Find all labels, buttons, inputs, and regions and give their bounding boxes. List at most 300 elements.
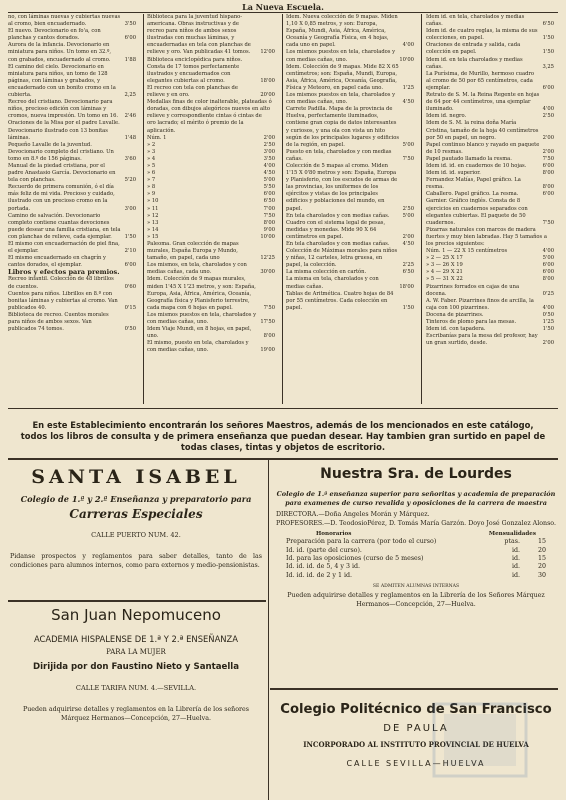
ad-san-juan	[10, 606, 262, 723]
catalog-entry-price: 2'00	[402, 233, 414, 240]
catalog-entry-text: Papel pautado llamado la resma.	[426, 155, 512, 162]
catalog-entry-price: 8'00	[263, 333, 275, 340]
catalog-entry-text: Los mismos, en tela, charolados y con medias cañas, cada uno.	[147, 262, 247, 276]
fee-label: Id. para las oposiciones (curso de 5 meses)	[286, 555, 424, 562]
catalog-entry	[147, 142, 275, 149]
catalog-entry-price: 5'00	[263, 177, 275, 184]
catalog-entry-price: 6'50	[542, 21, 554, 28]
catalog-entry-price: 0'15	[124, 304, 136, 311]
catalog-entry	[147, 14, 275, 57]
catalog-entry-text: Idem id. id. en cuadernos de 10 hojas.	[426, 162, 527, 169]
lourdes-subtitle: Colegio de 1.ª enseñanza superior para señoritas y academia de preparación para examenes de curso revalida y oposiciones de la carrera de maestra	[276, 490, 556, 507]
catalog-entry	[147, 198, 275, 205]
catalog-entry	[147, 99, 275, 134]
catalog-entry	[426, 142, 554, 156]
catalog-entry	[286, 220, 414, 241]
catalog-entry-price: 1'50	[124, 233, 136, 240]
catalog-entry-price: 2'25	[402, 262, 414, 269]
catalog-entry	[286, 291, 414, 312]
catalog-entry-text: El recreo con tela con planchas de relieve y en oro.	[147, 84, 238, 99]
catalog-entry	[147, 262, 275, 276]
catalog-entry-text: » 13	[147, 219, 159, 226]
notice-bottom-rule	[8, 458, 558, 460]
catalog-entry-text: » 2 — 25 X 17	[426, 255, 463, 262]
fee-unit: id.	[511, 563, 520, 571]
catalog-entry-price: 10'00	[260, 233, 275, 240]
catalog-entry-text: Libros y efectos para premios.	[8, 268, 120, 277]
catalog-entry	[426, 284, 554, 298]
catalog-entry-price: 3'50	[263, 155, 275, 162]
catalog-entry-price: 7'50	[263, 212, 275, 219]
catalog-entry	[147, 276, 275, 311]
catalog-entry	[286, 149, 414, 163]
catalog-entry-price: 1'25	[402, 84, 414, 91]
catalog-entry-text: El mismo con encuadernación de piel fina, el ejemplar.	[8, 241, 120, 255]
catalog-entry	[426, 319, 554, 326]
catalog-entry	[147, 213, 275, 220]
catalog-entry-price: 1'50	[542, 49, 554, 56]
catalog-entry-text: Idem. Nueva colección de 9 mapas. Miden 1,10 X 0,85 metros, y son: Europa, España, Mundi, Asia, África, América, Oceanía y Geografía Física, en 4 hojas, cada uno en papel.	[286, 14, 398, 49]
catalog-entry	[8, 14, 136, 28]
catalog-entry-price: 2'10	[124, 248, 136, 255]
catalog-entry-text: Núm. 1	[147, 134, 167, 141]
catalog-entry-price: 6'00	[542, 84, 554, 91]
catalog-entry	[426, 198, 554, 226]
fee-unit: id.	[511, 546, 520, 554]
catalog-entry	[147, 177, 275, 184]
fee-unit: ptas.	[504, 538, 520, 546]
catalog-entry	[426, 156, 554, 163]
san-francisco-line1: DE PAULA	[383, 723, 449, 734]
catalog-entry-text: Tinteros de plomo para las mesas.	[426, 319, 517, 326]
fee-unit: id.	[511, 555, 520, 562]
catalog-entry-price: 2'00	[542, 340, 554, 347]
catalog-entry-text: Oraciones de la Misa por el padre Luvalle. Devocionario ilustrado con 13 bonitas láminas.	[8, 120, 120, 141]
catalog-entry-text: Manual de la piedad cristiana, por el padre Anastasio García. Devocionario en tela con planchas.	[8, 162, 116, 184]
catalog-entry-text: Carrete Padilla. Mapa de la provincia de Huelva, perfectamente iluminados, contiene gran copia de datos interesantes y curiosos, y una ola con vista un hito según de los principales lugares y edificios de la región, en papel.	[286, 106, 400, 148]
catalog-entry-text: Biblioteca para la juventud hispano-americana. Obras instructivas y de recreo para niños de ambos sexos ilustradas con muchas láminas, y encuadernadas en tela con planchas de relieve y oro. Van publicadas 41 tomos.	[147, 14, 251, 56]
catalog-entry-text: La misma en tela, charolados y con medias cañas.	[286, 276, 379, 290]
catalog-entry-text: » 9	[147, 191, 156, 198]
catalog-entry-text: Caballero. Papel gráfico. La resma.	[426, 191, 519, 198]
establishment-notice: En este Establecimiento encontrarán los señores Maestros, además de los mencionados en este catálogo, todos los libros de consulta y de primera enseñanza que puedan desear. Hay tambien gran surtido en papel de todas clases, tintas y objetos de escritorio.	[20, 420, 546, 452]
catalog-entry-text: Paleoma. Gran colección de mapas murales, España Europa y Mundo, tamaño, en papel, cada uno	[147, 241, 239, 262]
catalog-entry	[426, 163, 554, 170]
catalog-entry-price: 3'60	[124, 155, 136, 162]
catalog-entry-price: 3'00	[124, 205, 136, 212]
catalog-entry	[8, 142, 136, 163]
catalog-entry-price: 7'50	[542, 219, 554, 226]
catalog-entry-text: » 7	[147, 177, 156, 184]
catalog-entry-price: 2'00	[263, 134, 275, 141]
catalog-entry-text: Idem id. en tela charolados y medias cañas.	[426, 56, 523, 70]
catalog-entry	[426, 177, 554, 191]
catalog-entry-price: 9'00	[263, 226, 275, 233]
catalog-entry-price: 30'00	[260, 269, 275, 276]
catalog-entry-price: 0'50	[124, 326, 136, 333]
santa-isabel-subtitle: Colegio de 1.ª y 2.ª Enseñanza y preparatorio para	[20, 494, 252, 504]
lourdes-table-header	[316, 531, 536, 537]
catalog-entry	[8, 213, 136, 241]
lourdes-profesores: PROFESORES.—D. TeodosioPérez, D. Tomás María Garzón. Doyo José Gonzalez Alonso.	[276, 519, 556, 527]
catalog-entry-text: Idem id. de cuatro reglas, la misma de sus colecciones, en papel.	[426, 28, 538, 42]
catalog-entry-text: Los mismos puestos en tela, charolados y con medias cañas, uno.	[147, 311, 257, 326]
catalog-entry-price: 8'00	[542, 184, 554, 191]
santa-isabel-footer: Pidanse prospectos y reglamentos para saber detalles, tanto de las condiciones para alumnos internos, como para externos y medio-pensionistas.	[10, 553, 262, 569]
catalog-entry	[8, 312, 136, 333]
catalog-entry-text: En tela charolados y con medias cañas.	[286, 212, 390, 219]
catalog-entry	[426, 92, 554, 113]
catalog-entry	[147, 241, 275, 262]
catalog-entry	[147, 206, 275, 213]
catalog-entry-text: La Purísima, de Murillo, hermoso cuadro al cromo de 50 por 65 centímetros, cada ejemplar.	[426, 70, 534, 91]
catalog-entry-text: Cuentos para niños. Librillos en 8.º con bonitas láminas y cubiertas al cromo. Van publicados 40.	[8, 290, 118, 311]
catalog-entry	[147, 85, 275, 99]
catalog-entry	[8, 163, 136, 184]
catalog-entry	[426, 42, 554, 56]
catalog-entry-text: » 10	[147, 198, 159, 205]
catalog-column-3	[286, 14, 414, 312]
catalog-entry	[147, 234, 275, 241]
catalog-entry	[8, 42, 136, 63]
catalog-entry	[426, 57, 554, 71]
catalog-entry-text: Oraciones de entrada y salida, cada colección en papel.	[426, 42, 521, 56]
fee-label: Id. id. id. de 5, 4 y 3 id.	[286, 563, 361, 571]
catalog-entry-price: 5'00	[402, 141, 414, 148]
catalog-entry	[8, 120, 136, 141]
catalog-entry-price: 0'50	[542, 311, 554, 318]
catalog-entry-text: Los mismos puestos en tela, charolados y con medias cañas, uno.	[286, 49, 396, 63]
catalog-entry-price: 1'88	[124, 56, 136, 63]
catalog-entry	[286, 163, 414, 213]
catalog-entry-text: Idem Viaje Mundi, en 8 hojas, en papel, uno.	[147, 326, 252, 340]
catalog-entry-text: Idem id. id. superior.	[426, 170, 481, 177]
catalog-entry	[286, 213, 414, 220]
catalog-entry-price: 7'50	[402, 155, 414, 162]
catalog-entry-text: » 5 — 31 X 22	[426, 276, 463, 283]
catalog-entry-price: 1'50	[402, 304, 414, 311]
catalog-entry	[426, 227, 554, 248]
fee-row	[286, 547, 546, 555]
catalog-entry-text: Aurora de la infancia. Devocionario en miniatura para niños. Un tomo en 32.º, con grabados, encuadernado al cromo.	[8, 42, 112, 63]
fee-label: Id. id. id. de 2 y 1 id.	[286, 571, 352, 579]
catalog-entry-price: 2'50	[263, 141, 275, 148]
catalog-entry-price: 12'00	[260, 49, 275, 56]
san-juan-line1: ACADEMIA HISPALENSE DE 1.ª Y 2.ª ENSEÑANZA	[33, 634, 239, 644]
catalog-entry-text: Papel continuo blanco y rayado en paquete de 10 resmas.	[426, 141, 540, 155]
catalog-entry-price: 0'25	[542, 290, 554, 297]
catalog-entry-text: Idem. Colección de 9 mapas murales, miden 1'45 X 1'23 metros, y son: España, Europa, Asia, África, América, Oceanía, Geografía física y Planisferio terrestre, cada mapa con 6 hojas en papel.	[147, 276, 256, 311]
santa-isabel-title: SANTA ISABEL	[31, 466, 241, 488]
catalog-entry-price: 8'00	[542, 170, 554, 177]
catalog-entry-price: 1'50	[542, 326, 554, 333]
catalog-entry-price: 2'46	[124, 113, 136, 120]
catalog-column-4	[426, 14, 554, 347]
catalog-entry	[426, 269, 554, 276]
catalog-entry-text: Biblioteca enciclopédica para niños. Consta de 17 tomos perfectamente ilustrados y encuadernados con elegantes cubiertas al cromo.	[147, 56, 243, 84]
catalog-entry-price: 3'50	[124, 21, 136, 28]
catalog-entry	[286, 276, 414, 290]
catalog-entry-price: 10'00	[399, 56, 414, 63]
catalog-entry-text: A. W. Faber. Pizarrines finos de arcilla, la caja con 100 pizarrines.	[426, 297, 534, 311]
catalog-entry	[147, 220, 275, 227]
catalog-entry-text: Idem. Colección de 9 mapas. Mide 82 X 65 centímetros; son: España, Mundi, Europa, Asia, África, América, Oceanía, Geografía, Física y Meteoro, en papel cada uno.	[286, 63, 399, 91]
catalog-entry-text: Fernandez Matías, Papel gráfico. La resma.	[426, 177, 521, 191]
catalog-entry-text: » 15	[147, 233, 159, 240]
catalog-column-2	[147, 14, 275, 355]
fee-amount: 20	[537, 546, 546, 554]
catalog-entry-price: 7'50	[263, 304, 275, 311]
catalog-entry-price: 3'00	[263, 148, 275, 155]
catalog-entry-price: 8'00	[542, 276, 554, 283]
fee-row	[286, 563, 546, 571]
catalog-entry-price: 7'50	[542, 155, 554, 162]
catalog-entry	[286, 248, 414, 269]
catalog-entry-price: 18'00	[399, 283, 414, 290]
lourdes-note: SE ADMITEN ALUMNAS INTERNAS	[372, 584, 460, 590]
catalog-entry	[8, 28, 136, 42]
library-watermark-stamp	[430, 700, 530, 780]
fee-value	[512, 572, 546, 580]
catalog-entry	[426, 333, 554, 347]
fee-value	[512, 555, 546, 563]
santa-isabel-subtitle2: Carreras Especiales	[69, 507, 203, 521]
catalog-entry	[286, 14, 414, 49]
lourdes-title: Nuestra Sra. de Lourdes	[320, 466, 512, 482]
catalog-entry	[286, 92, 414, 106]
catalog-entry-text: Biblioteca de recreo. Cuentos morales para niños de ambos sexos. Van publicados 74 tomos.	[8, 311, 109, 333]
catalog-entry-price: 4'00	[263, 162, 275, 169]
catalog-entry-price: 4'00	[542, 248, 554, 255]
fee-unit: id.	[511, 571, 520, 579]
catalog-entry	[286, 64, 414, 92]
catalog-entry	[286, 49, 414, 63]
catalog-entry-text: » 8	[147, 184, 156, 191]
fee-value	[504, 538, 546, 546]
catalog-entry-price: 4'50	[402, 241, 414, 247]
catalog-entry-text: El camino del cielo. Devocionario en miniatura para niños, un tomo de 128 páginas, con láminas y grabados, y encuadernado con un bonito cromo en la cubierta.	[8, 63, 116, 99]
catalog-entry-text: Pizarrines forrados en cajas de una docena.	[426, 283, 520, 297]
catalog-entry	[426, 276, 554, 283]
fee-value	[512, 547, 546, 555]
catalog-entry-text: Los mismos puestos en tela, charolados y con medias cañas, uno.	[286, 92, 396, 106]
catalog-entry-price: 4'00	[542, 106, 554, 113]
catalog-entry	[426, 28, 554, 42]
catalog-entry-price: 1'48	[124, 134, 136, 141]
column-divider	[282, 14, 283, 404]
catalog-entry-price: 5'00	[542, 255, 554, 262]
catalog-entry-price: 5'50	[263, 184, 275, 191]
catalog-entry-price: 5'20	[124, 177, 136, 184]
catalog-entry-price: 4'50	[402, 99, 414, 106]
catalog-entry-price: 12'25	[260, 255, 275, 262]
catalog-entry-price: 0'60	[124, 283, 136, 290]
catalog-entry	[426, 255, 554, 262]
catalog-entry	[8, 255, 136, 269]
catalog-entry	[286, 269, 414, 276]
catalog-entry-text: » 2	[147, 141, 156, 148]
catalog-entry-price: 6'50	[402, 269, 414, 276]
catalog-entry-price: 4'00	[542, 304, 554, 311]
catalog-entry-text: Garnier. Gráfico inglés. Consta de 8 ejercicios en cuadernos separados con elegantes cubiertas. El paquete de 50 cuadernos.	[426, 198, 528, 226]
san-francisco-title: Colegio Politécnico de San Francisco	[280, 702, 552, 717]
catalog-columns	[8, 14, 560, 404]
catalog-entry	[8, 291, 136, 312]
catalog-entry-text: La misma colección en cartón.	[286, 269, 367, 276]
catalog-entry-text: Recreo del cristiano. Devocionario para niños, precioso edición con láminas y cromos, nueva impresión. Un tomo en 16.	[8, 99, 119, 120]
catalog-entry-price: 6'50	[263, 198, 275, 205]
fee-row	[286, 555, 546, 563]
san-francisco-address: CALLE SEVILLA—HUELVA	[346, 759, 486, 768]
catalog-entry	[147, 163, 275, 170]
catalog-entry-price: 17'50	[260, 319, 275, 326]
catalog-entry-text: Tablas de Aritmética. Cuatro hojas de 84 por 55 centímetros. Cada colección en papel.	[286, 290, 394, 311]
catalog-entry-price: 19'00	[260, 347, 275, 354]
catalog-column-1	[8, 14, 136, 333]
catalog-entry	[8, 241, 136, 255]
catalog-entry-text: Colección de 5 mapas al cromo. Miden 1'15 X 0'80 metros y son: España, Europa y Planisferio, con los escudos de armas de las provincias, los uniformes de los ejércitos y vistas de los principales edificios y poblaciones del mundo, en papel.	[286, 162, 398, 212]
catalog-entry-price: 4'00	[402, 42, 414, 49]
header-rule	[8, 12, 558, 13]
catalog-entry	[147, 156, 275, 163]
catalog-entry-text: Colección de Máximas morales para niños y niñas, 12 carteles, letra gruesa, en papel, la colección.	[286, 248, 398, 269]
catalog-entry-text: Puesto en tela, charolados y con medias cañas.	[286, 148, 392, 162]
mensualidades-label: Mensualidades	[488, 531, 536, 538]
fee-amount: 15	[537, 555, 546, 562]
catalog-entry-text: Camino de salvación. Devocionario completo contiene cuantas devociones puede desear una familia cristiana, en tela con planchas de relieve, cada ejemplar.	[8, 212, 121, 240]
catalog-entry-price: 7'00	[263, 205, 275, 212]
catalog-bottom-rule	[8, 408, 558, 409]
catalog-entry	[147, 340, 275, 354]
ad-santa-isabel	[10, 466, 262, 570]
catalog-entry-text: » 6	[147, 170, 156, 177]
fee-amount: 30	[537, 571, 546, 579]
right-ad-rule	[270, 688, 558, 690]
san-juan-title: San Juan Nepomuceno	[51, 606, 221, 624]
catalog-entry-price: 8'00	[263, 219, 275, 226]
catalog-entry	[147, 312, 275, 326]
lourdes-fees-table	[276, 538, 556, 580]
catalog-entry-price: 4'50	[263, 170, 275, 177]
catalog-entry-price: 6'00	[124, 35, 136, 42]
catalog-entry-price: 1'50	[542, 35, 554, 42]
fee-label: Id. id. (parte del curso).	[286, 546, 362, 554]
catalog-entry	[147, 326, 275, 340]
catalog-entry	[147, 135, 275, 142]
ad-lourdes	[276, 466, 556, 609]
catalog-entry	[426, 14, 554, 28]
catalog-entry-text: Escribanías para la mesa del profesor, hay un gran surtido, desde.	[426, 333, 538, 347]
catalog-entry-text: » 3	[147, 148, 156, 155]
left-ad-rule	[8, 600, 266, 602]
catalog-entry	[426, 248, 554, 255]
catalog-entry-price: 20'00	[260, 92, 275, 99]
catalog-entry-price: 2'50	[402, 205, 414, 212]
catalog-entry-price: 6'00	[124, 262, 136, 269]
lourdes-footer: Pueden adquirirse detalles y reglamentos en la Librería de los Señores Márquez Hermanos—Concepción, 27—Huelva.	[287, 592, 545, 608]
catalog-entry-text: Pequeño Lavalle de la juventud. Devocionario completo del cristiano. Un tomo en 8.º de 156 páginas.	[8, 141, 114, 162]
catalog-entry-text: » 4	[147, 155, 156, 162]
catalog-entry-text: » 4 — 29 X 21	[426, 269, 463, 276]
catalog-entry-text: El mismo, puesto en tela, charolados y con medias cañas, uno.	[147, 340, 249, 354]
page-header-title: La Nueva Escuela.	[242, 2, 324, 12]
catalog-entry	[8, 99, 136, 120]
catalog-entry-text: » 12	[147, 212, 159, 219]
catalog-entry-text: El nuevo. Devocionario en fo'a, con planchas y cantos dorados.	[8, 28, 101, 42]
lourdes-director: DIRECTORA.—Doña Angeles Morán y Márquez.	[276, 511, 430, 519]
catalog-entry	[426, 120, 554, 141]
fee-label: Preparación para la carrera (por todo el curso)	[286, 538, 437, 546]
catalog-entry-text: Idem id. negro.	[426, 113, 467, 120]
catalog-entry	[426, 312, 554, 319]
catalog-entry-price: 6'00	[542, 269, 554, 276]
catalog-entry	[147, 149, 275, 156]
catalog-entry-text: El mismo encuadernado en chagrín y cantos dorados, el ejemplar.	[8, 255, 106, 269]
fee-amount: 20	[537, 563, 546, 571]
catalog-entry-text: Núm. 1 — 22 X 15 centímetros	[426, 248, 508, 255]
catalog-entry	[147, 227, 275, 234]
catalog-entry	[147, 170, 275, 177]
catalog-entry-text: » 5	[147, 162, 156, 169]
catalog-entry-text: Recreo infantil. Colección de 48 librillos de cuentos.	[8, 276, 114, 290]
catalog-entry	[426, 71, 554, 92]
catalog-entry-price: 2'00	[542, 148, 554, 155]
san-juan-footer: Pueden adquirirse detalles y reglamentos en la Librería de los señores Márquez Hermanos—Concepción, 27—Huelva.	[22, 706, 249, 722]
catalog-entry	[147, 191, 275, 198]
catalog-entry-text: Idem id. con tapadera.	[426, 326, 486, 333]
fee-row	[286, 538, 546, 546]
catalog-entry	[286, 106, 414, 149]
fee-row	[286, 572, 546, 580]
catalog-entry-price: 18'00	[260, 77, 275, 84]
catalog-entry-price: 6'00	[263, 191, 275, 198]
catalog-entry	[426, 298, 554, 312]
catalog-entry	[147, 184, 275, 191]
catalog-entry	[8, 64, 136, 99]
catalog-entry-text: no, con láminas nuevas y cubiertas nuevas al cromo, bien encuadernado.	[8, 14, 121, 28]
ads-divider	[268, 460, 269, 800]
san-juan-line2: PARA LA MUJER	[106, 648, 166, 656]
column-divider	[421, 14, 422, 404]
fee-amount: 15	[537, 538, 546, 546]
catalog-entry-price: 6'00	[542, 162, 554, 169]
catalog-entry-text: En tela charolados y con medias cañas.	[286, 241, 390, 247]
catalog-entry-text: Retrato de S. M. la Reina Regente en hojas de 64 por 44 centímetros, una ejemplar iluminado.	[426, 92, 540, 113]
catalog-entry-text: Cuadro con el sistema legal de pesas, medidas y monedas. Mide 90 X 64 centímetros en papel.	[286, 219, 386, 240]
catalog-entry-price: 2'00	[542, 134, 554, 141]
san-francisco-line2: INCORPORADO AL INSTITUTO PROVINCIAL DE HUELVA	[303, 740, 529, 749]
catalog-entry-text: Medallas finas de color inalterable, plateadas ó doradas, con dibujos alegóricos nuevos en alto relieve y correspondiente cintas ó cintas de oro lacrado; el mérito ó premio de la aplicación.	[147, 99, 272, 134]
catalog-entry	[8, 276, 136, 290]
catalog-entry-text: » 3 — 26 X 19	[426, 262, 463, 269]
san-juan-address: CALLE TARIFA NUM. 4.—SEVILLA.	[75, 684, 197, 692]
catalog-entry-text: Recuerdo de primera comunión, ó el día más feliz de mi vida. Precioso y cuidado, ilustrado con un precioso cromo en la portada.	[8, 184, 115, 212]
santa-isabel-address: CALLE PUERTO NUM. 42.	[91, 531, 181, 539]
catalog-entry-price: 6'00	[542, 191, 554, 198]
catalog-entry-text: Docena de pizarrines.	[426, 311, 484, 318]
catalog-entry-price: 5'00	[402, 212, 414, 219]
catalog-entry-price: 6'00	[542, 262, 554, 269]
fee-value	[512, 563, 546, 571]
san-juan-line3: Dirijida por don Faustino Nieto y Santaella	[32, 662, 240, 672]
catalog-entry	[426, 262, 554, 269]
catalog-entry-text: » 14	[147, 226, 159, 233]
catalog-entry	[8, 184, 136, 212]
catalog-entry-price: 1'25	[542, 319, 554, 326]
catalog-entry-text: Pizarras naturales con marcos de madera fuertes y muy bien labradas. Hay 5 tamaños a los precios siguientes:	[426, 226, 547, 247]
catalog-entry	[147, 57, 275, 85]
catalog-entry-text: Idem de S. M. la reina doña María Cristina, tamaño de la hoja 40 centímetros por 50 en papel, un negro.	[426, 120, 539, 141]
